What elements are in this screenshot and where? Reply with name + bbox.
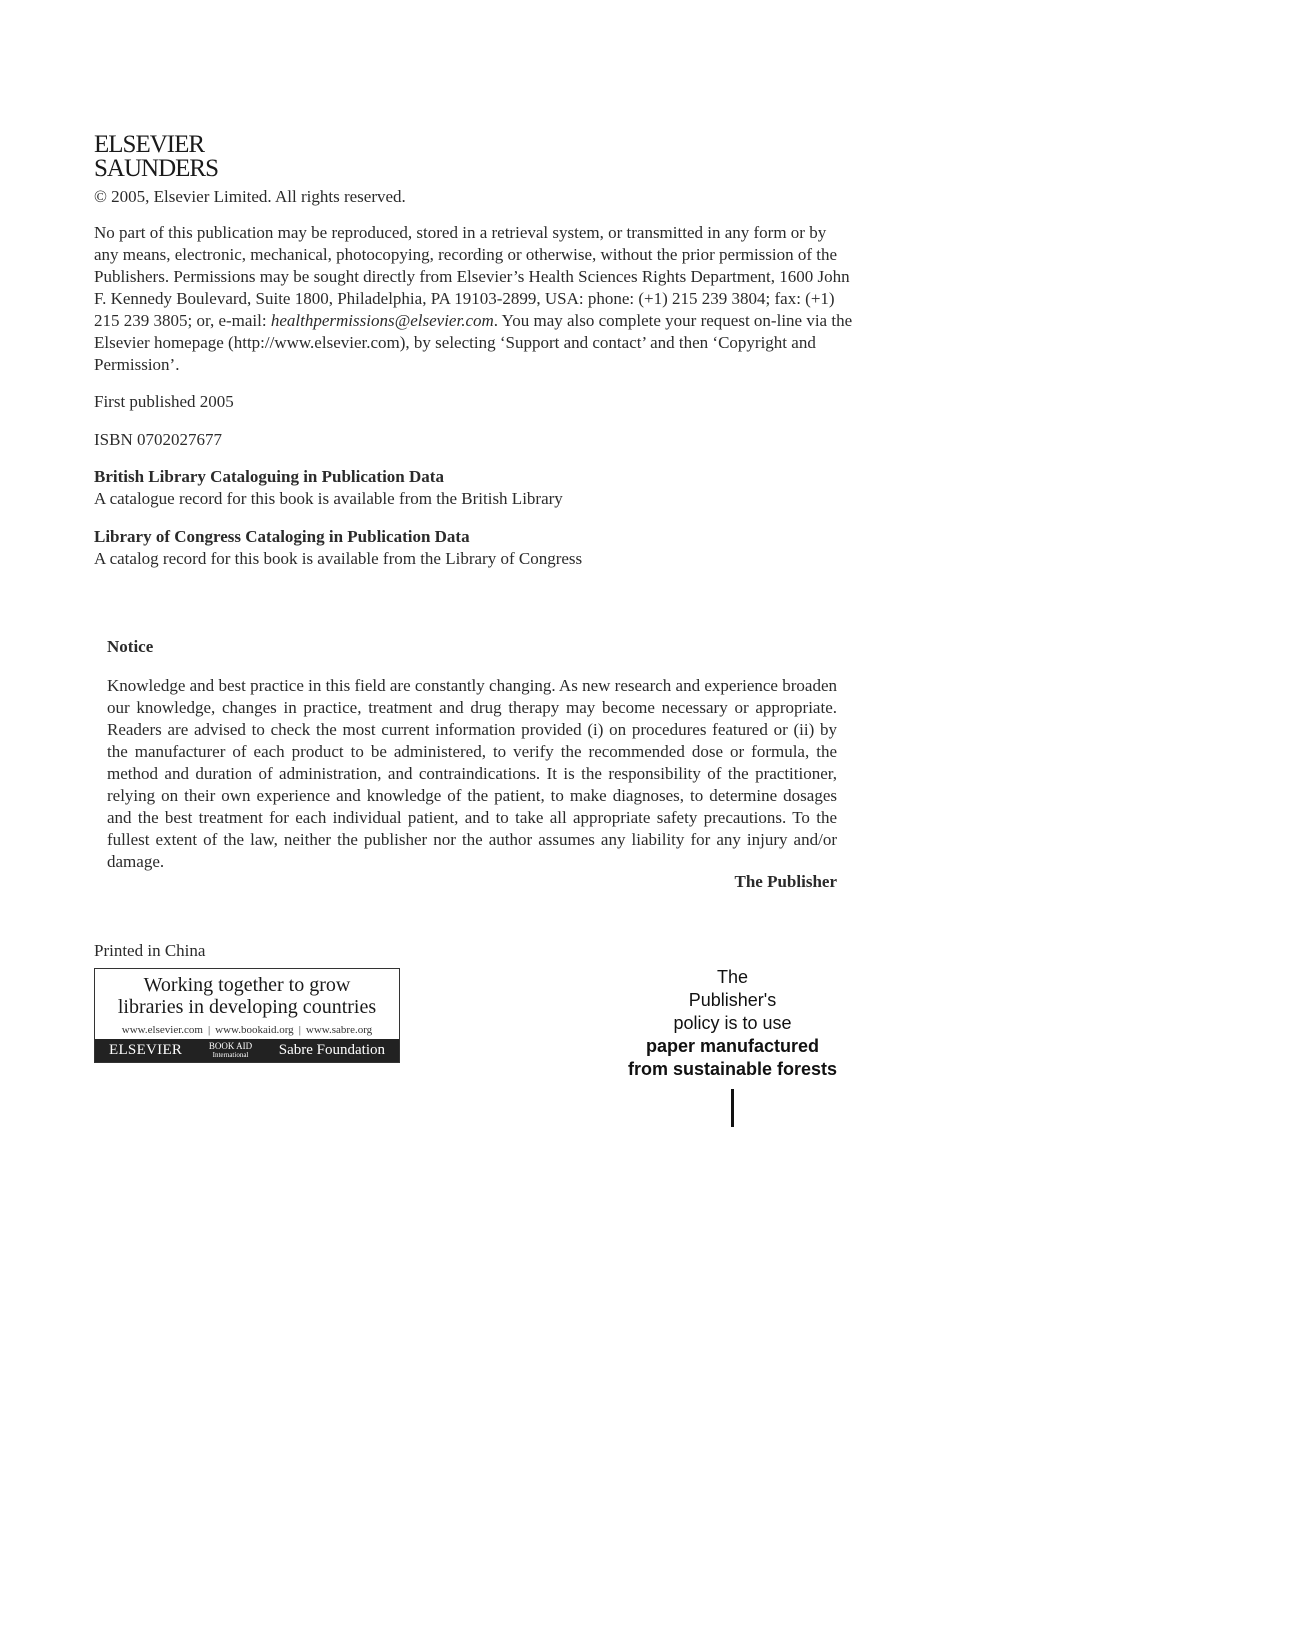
library-of-congress-text: A catalog record for this book is available from the Library of Congress (94, 549, 583, 568)
url-bookaid: www.bookaid.org (215, 1024, 294, 1036)
book-aid-line-2: libraries in developing countries (117, 996, 377, 1018)
policy-tree-mark (731, 1089, 734, 1127)
policy-line-2: Publisher's (688, 990, 777, 1010)
rights-text-after: . You may also complete your request on-line via the Elsevier homepage (http://www.elsevier.com), by selecting ‘Support and contact’ and then ‘Copyright and Permission’. (94, 311, 853, 374)
url-separator: | (298, 1024, 301, 1036)
british-library-block (94, 466, 563, 510)
printed-in: Printed in China (94, 941, 206, 960)
book-aid-urls (95, 1024, 399, 1036)
notice-signature: The Publisher (734, 872, 837, 891)
org-sabre: Sabre Foundation (278, 1042, 385, 1058)
permissions-email: healthpermissions@elsevier.com (270, 311, 494, 330)
logo-line-elsevier: ELSEVIER (94, 131, 205, 158)
url-sabre: www.sabre.org (305, 1024, 373, 1036)
book-aid-org-bar (95, 1039, 399, 1062)
org-elsevier: ELSEVIER (109, 1042, 183, 1058)
url-elsevier: www.elsevier.com (121, 1024, 203, 1036)
paper-policy-statement (610, 966, 855, 1081)
british-library-text: A catalogue record for this book is available from the British Library (94, 489, 563, 508)
book-aid-badge (94, 968, 400, 1063)
org-book-aid (209, 1042, 252, 1060)
logo-line-saunders: SAUNDERS (94, 155, 218, 182)
first-published: First published 2005 (94, 392, 234, 411)
org-book-aid-bottom: International (212, 1050, 249, 1059)
library-of-congress-block (94, 526, 582, 570)
book-aid-line-1: Working together to grow (143, 974, 351, 996)
british-library-heading: British Library Cataloguing in Publication Data (94, 467, 444, 486)
isbn: ISBN 0702027677 (94, 430, 222, 449)
copyright-notice: © 2005, Elsevier Limited. All rights reserved. (94, 187, 406, 206)
url-separator: | (207, 1024, 211, 1036)
org-book-aid-top: BOOK AID (208, 1040, 253, 1051)
policy-line-3: policy is to use (673, 1013, 792, 1033)
policy-line-1: The (716, 967, 749, 987)
policy-line-4: paper manufactured (645, 1036, 820, 1056)
notice-body: Knowledge and best practice in this field are constantly changing. As new research and experience broaden our knowledge, changes in practice, treatment and drug therapy may become necessary or appropriate. Readers are advised to check the most current information provided (i) on procedures featured or (ii) by the manufacturer of each product to be administered, to verify the recommended dose or formula, the method and duration of administration, and contraindications. It is the responsibility of the practitioner, relying on their own experience and knowledge of the patient, to make diagnoses, to determine dosages and the best treatment for each individual patient, and to take all appropriate safety precautions. To the fullest extent of the law, neither the publisher nor the author assumes any liability for any injury and/or damage. (107, 676, 837, 871)
notice-heading: Notice (107, 637, 154, 656)
policy-line-5: from sustainable forests (627, 1059, 838, 1079)
publisher-logo (94, 133, 218, 181)
rights-text-before: No part of this publication may be reproduced, stored in a retrieval system, or transmitted in any form or by any means, electronic, mechanical, photocopying, recording or otherwise, without the prior permission of the Publishers. Permissions may be sought directly from Elsevier’s Health Sciences Rights Department, 1600 John F. Kennedy Boulevard, Suite 1800, Philadelphia, PA 19103-2899, USA: phone: (+1) 215 239 3804; fax: (+1) 215 239 3805; or, e-mail: (94, 223, 850, 330)
rights-paragraph (94, 222, 854, 376)
library-of-congress-heading: Library of Congress Cataloging in Publication Data (94, 527, 470, 546)
